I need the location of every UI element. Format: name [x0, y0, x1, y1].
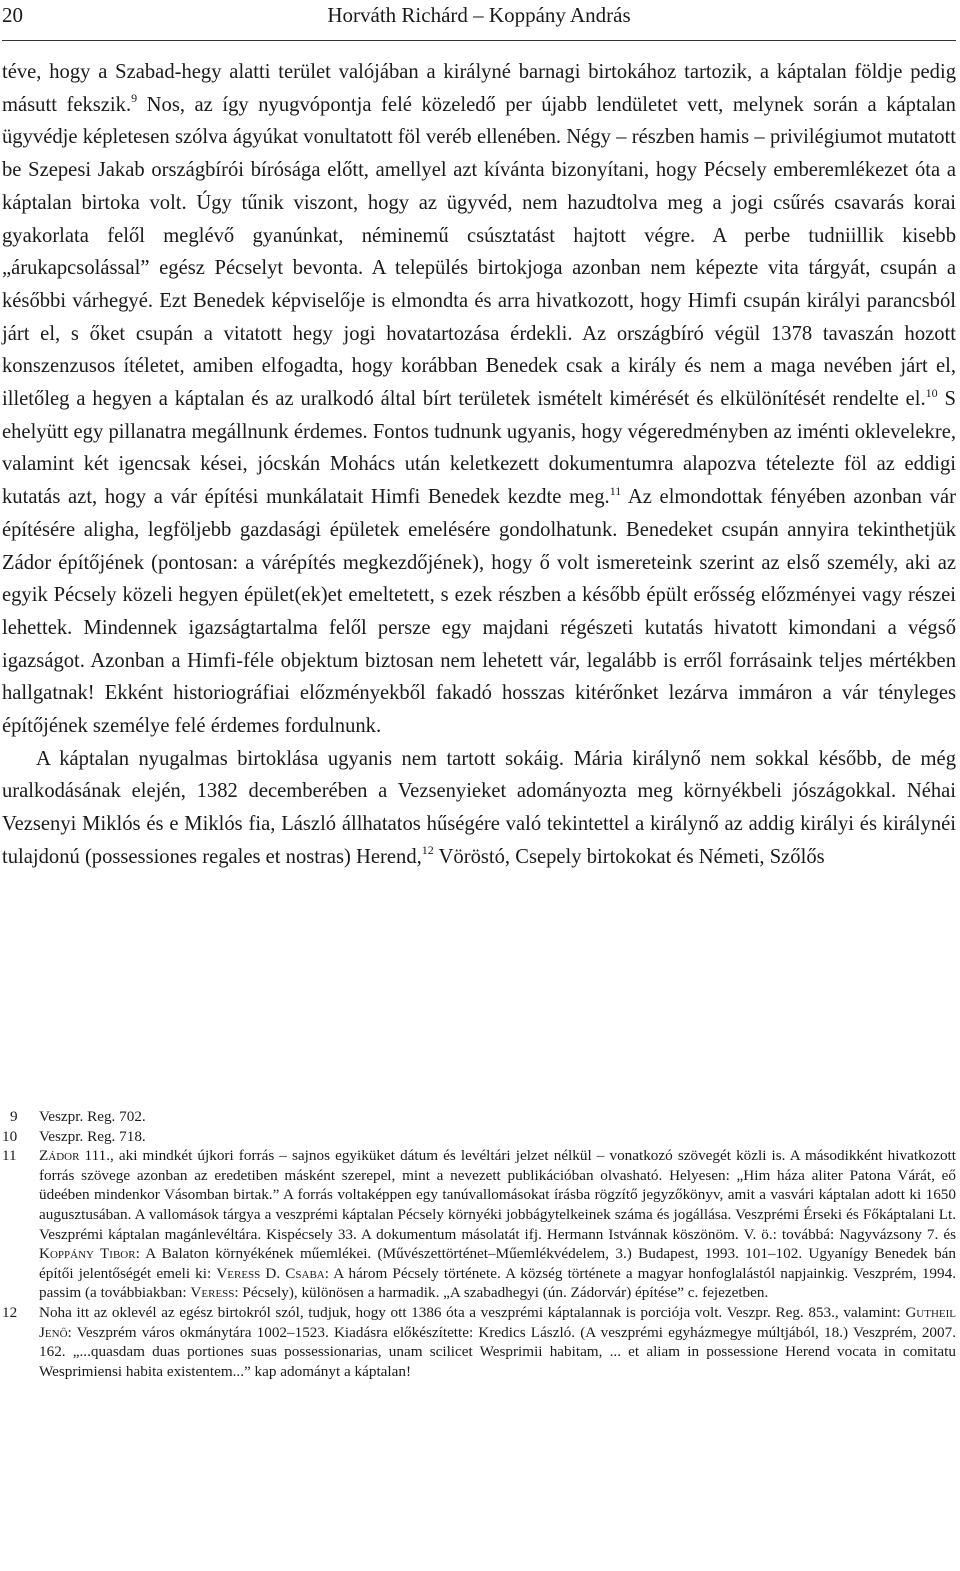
footnote-11 — [2, 1146, 956, 1303]
paragraph-1 — [2, 56, 956, 743]
footnote-number: 12 — [2, 1303, 18, 1321]
footnote-9 — [2, 1107, 956, 1127]
footnote-ref-9: 9 — [131, 91, 138, 106]
footnote-12 — [2, 1303, 956, 1381]
footnote-text-part: : Pécsely), különösen a harmadik. „A szabadhegyi (ún. Zádorvár) építése” c. fejezetben. — [234, 1284, 769, 1302]
author-name: Veress D. Csaba — [216, 1264, 325, 1282]
paragraph-1-text: Nos, az így nyugvópontja felé közeledő per újabb lendületet vett, melynek során a káptalan ügyvédje képletesen szólva ágyúkat vonultatott föl veréb ellenében. Négy – részben hamis – privilégiumot mutatott be Szepesi Jakab országbírói bírósága előtt, amellyel azt kívánta bizonyítani, hogy Pécsely emberemlékezet óta a káptalan birtoka volt. Úgy tűnik viszont, hogy az ügyvéd, nem hazudtolva meg a jogi csűrés csavarás korai gyakorlata felől meglévő gyanúnkat, néminemű csúsztatást hajtott végre. A perbe tudniillik kisebb „árukapcsolással” egész Pécselyt bevonta. A település birtokjoga azonban nem képezte vita tárgyát, csupán a későbbi várhegyé. Ezt Benedek képviselője is elmondta és arra hivatkozott, hogy Himfi csupán királyi parancsból járt el, s őket csupán a vitatott hegy jogi hovatartozása érdekli. Az országbíró végül 1378 tavaszán hozott konszenzusos ítéletet, amiben elfogadta, hogy korábban Benedek csak a király és nem a maga nevében járt el, illetőleg a hegyen a káptalan és az uralkodó által bírt területek ismételt kimérését és elkülönítését rendelte el. — [2, 93, 956, 411]
footnote-text: Veszpr. Reg. 718. — [39, 1127, 146, 1145]
footnote-text-part: : Veszprém város okmánytára 1002–1523. Kiadásra előkészítette: Kredics László. (A veszprémi egyházmegye múltjából, 18.) Veszprém, 2007. 162. „...quasdam duas portiones suas possessionarias, unam scilicet Wesprimii habitam, ... et aliam in possessione Herend vocata in comitatu Wesprimiensi habita existentem...” kap adományt a káptalan! — [39, 1323, 956, 1380]
running-head: Horváth Richárd – Koppány András — [327, 3, 631, 27]
paragraph-1-text: S ehelyütt egy pillanatra megállnunk érdemes. Fontos tudnunk ugyanis, hogy végeredményben az iménti oklevelekre, valamint két igencsak kései, jócskán Mohács után keletkezett dokumentumra alapozva tételezte föl az eddigi kutatás azt, hogy a vár építési munkálatait Himfi Benedek kezdte meg. — [2, 388, 956, 509]
author-name: Gutheil Jenő — [39, 1303, 956, 1341]
page-header — [2, 0, 956, 41]
footnote-ref-12: 12 — [421, 843, 434, 858]
footnote-number: 10 — [2, 1127, 18, 1145]
page-number: 20 — [2, 3, 23, 27]
paragraph-1-text: Az elmondottak fényében azonban vár építésére aligha, legföljebb gazdasági épületek emelésére gondolhatunk. Benedeket csupán annyira tekinthetjük Zádor építőjének (pontosan: a várépítés megkezdőjének), hogy ő volt ismereteink szerint az első személy, aki az egyik Pécsely közeli hegyen épület(ek)et emeltetett, s ezek részben a később épült erősség előzményei vagy részei lehettek. Mindennek igazságtartalma felől persze egy majdani régészeti kutatás hivatott kimondani a végső igazságot. Azonban a Himfi-féle objektum biztosan nem lehetett vár, legalább is erről forrásaink teljes mértékben hallgatnak! Ekként historiográfiai előzményekből fakadó hosszas kitérőnket lezárva immáron a vár tényleges építőjének személye felé érdemes fordulnunk. — [2, 486, 956, 738]
footnote-text-part: 111., aki mindkét újkori forrás – sajnos egyiküket dátum és levéltári jelzet nélkül – vonatkozó szövegét közli is. A másodikként hivatkozott forrás szövege azonban az eredetiben másként szerepel, mint a nevezett publikációban olvasható. Helyesen: „Him háza aliter Patona Várát, eő üdeében mindenkor Vásomban birtak.” A forrás voltaképpen egy tanúvallomásokat írásba rögzítő jegyzőkönyv, amit a vasvári káptalan adott ki 1650 augusztusában. A vallomások tárgya a veszprémi káptalan Pécsely környéki jobbágytelkeinek száma és jogállása. Veszprémi Érseki és Főkáptalani Lt. Veszprémi káptalan magánlevéltára. Kispécsely 33. A dokumentum másolatát ifj. Hermann Istvánnak köszönöm. V. ö.: továbbá: Nagyvázsony 7. és — [39, 1147, 956, 1243]
footnote-10 — [2, 1127, 956, 1147]
author-name: Koppány Tibor — [39, 1245, 136, 1263]
paragraph-2-text: Vöröstó, Csepely birtokokat és Németi, Szőlős — [433, 845, 825, 868]
main-text — [2, 56, 956, 874]
footnote-text — [39, 1303, 956, 1381]
paragraph-2-text: A káptalan nyugalmas birtoklása ugyanis nem tartott sokáig. Mária királynő nem sokkal később, de még uralkodásának elején, 1382 decemberében a Vezsenyieket adományozta meg környékbeli jószágokkal. Néhai Vezsenyi Miklós és e Miklós fia, László állhatatos hűségére való tekintettel a királynő az addig királyi és királynéi tulajdonú (possessiones regales et nostras) Herend, — [2, 747, 956, 868]
author-name: Zádor — [39, 1147, 80, 1165]
footnote-ref-11: 11 — [609, 483, 622, 498]
author-name: Veress — [190, 1284, 235, 1302]
footnote-number: 11 — [2, 1147, 17, 1165]
footnote-text-part: Noha itt az oklevél az egész birtokról szól, tudjuk, hogy ott 1386 óta a veszprémi káptalannak is porciója volt. Veszpr. Reg. 853., valamint: — [39, 1303, 906, 1321]
footnote-text-part: : A Balaton környékének műemlékei. (Művészettörténet–Műemlékvédelem, 3.) Budapest, 1993. 101–102. Ugyanígy Benedek bán építői jelentőségét emeli ki: — [39, 1245, 956, 1282]
paragraph-1-text: téve, hogy a Szabad-hegy alatti terület valójában a királyné barnagi birtokához tartozik, a káptalan földje pedig másutt fekszik. — [2, 61, 956, 116]
footnote-ref-10: 10 — [925, 385, 938, 400]
footnotes — [2, 1107, 956, 1381]
footnote-text-part: : A három Pécsely története. A község története a magyar honfoglalástól napjainkig. Veszprém, 1994. passim (a továbbiakban: — [39, 1264, 956, 1302]
footnote-text: Veszpr. Reg. 702. — [39, 1108, 146, 1125]
footnote-text — [39, 1146, 956, 1303]
paragraph-2 — [2, 743, 956, 874]
footnote-number: 9 — [10, 1108, 18, 1125]
